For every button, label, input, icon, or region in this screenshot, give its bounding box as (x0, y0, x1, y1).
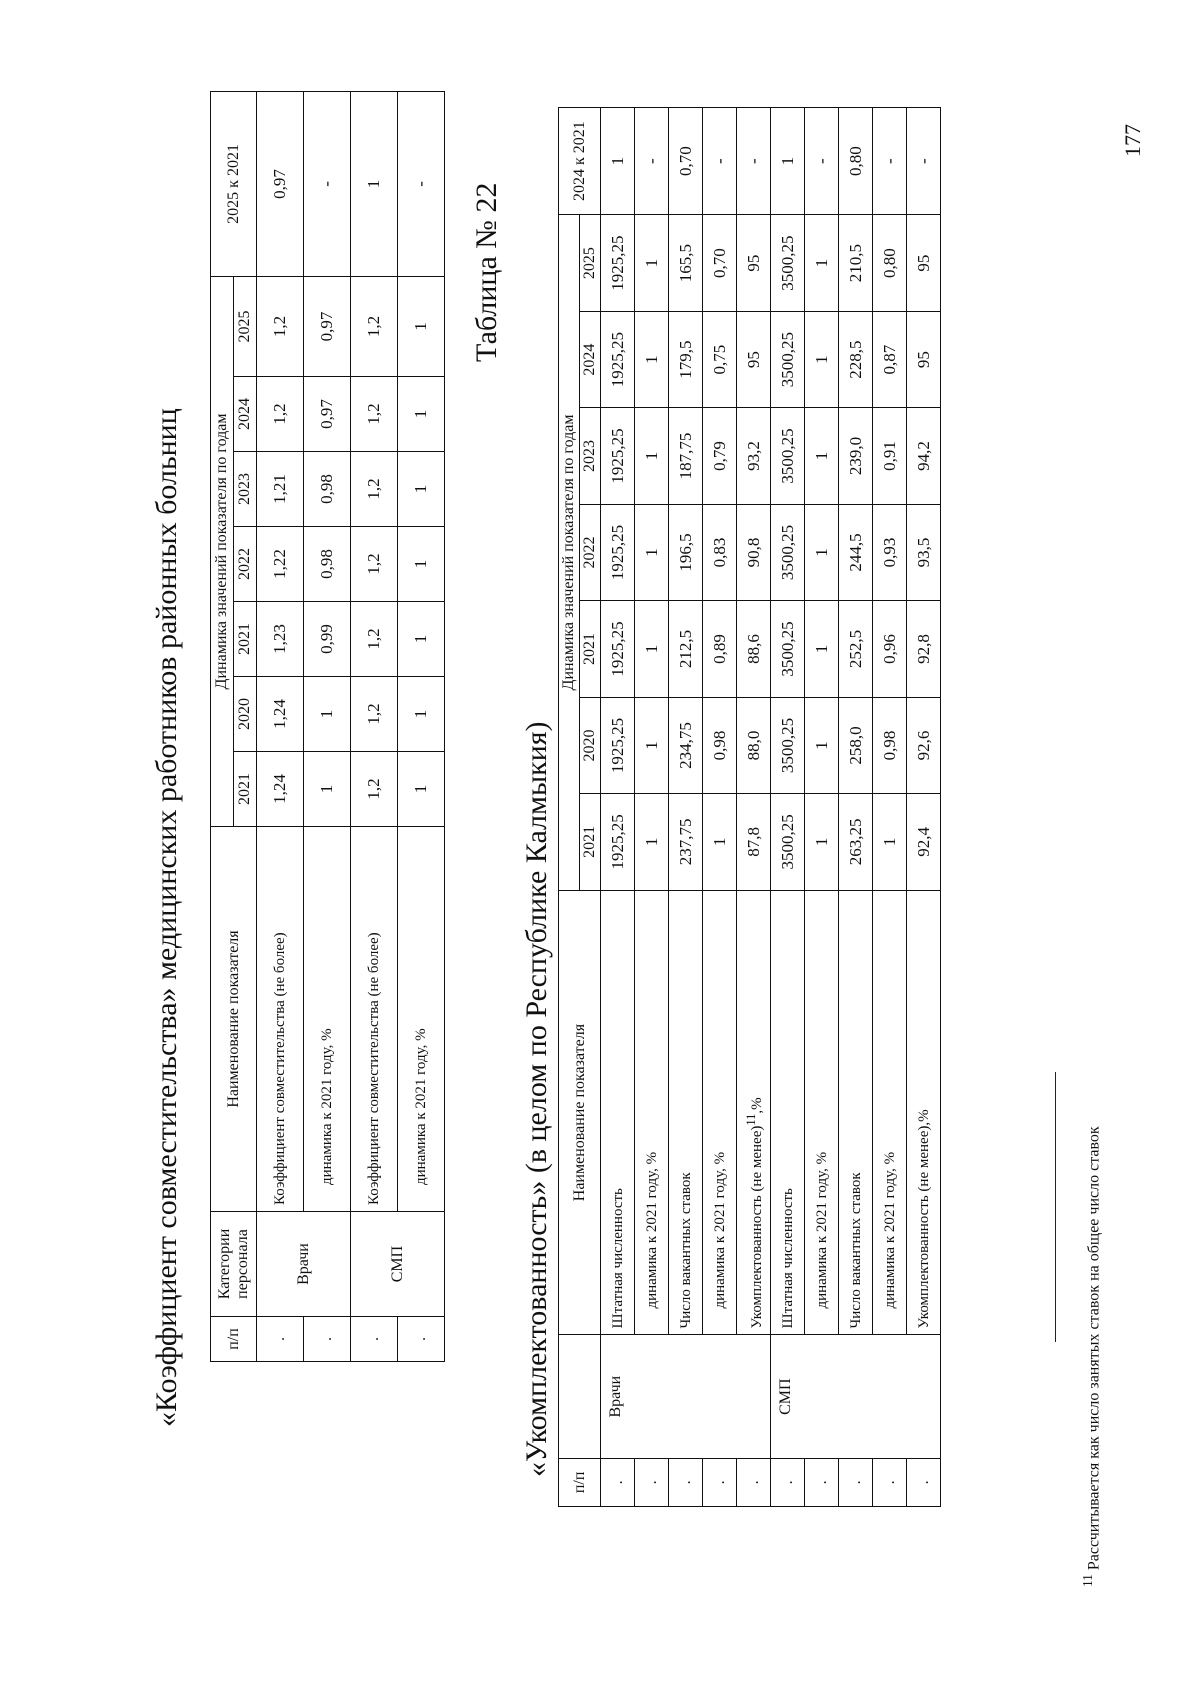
value-cell: 1 (805, 794, 839, 890)
year-header: 2022 (234, 527, 257, 602)
value-cell: 1925,25 (601, 794, 635, 890)
table-row (737, 108, 771, 1507)
value-cell: 1 (805, 408, 839, 504)
value-cell: 1,24 (257, 677, 304, 752)
row-num: . (771, 1458, 805, 1506)
value-cell: 165,5 (669, 215, 703, 312)
value-cell: 95 (737, 215, 771, 312)
value-cell: 92,6 (907, 697, 941, 793)
row-indicator: динамика к 2021 году, % (304, 827, 351, 1212)
value-cell: 93,2 (737, 408, 771, 504)
year-header: 2020 (234, 677, 257, 752)
value-cell: 196,5 (669, 504, 703, 600)
value-cell: 0,97 (304, 276, 351, 376)
compare-cell: 1 (351, 91, 398, 276)
value-cell: 1,2 (351, 677, 398, 752)
row-num: . (635, 1458, 669, 1506)
row-num: . (398, 1317, 445, 1362)
row-category: СМП (351, 1212, 445, 1317)
compare-cell: - (304, 91, 351, 276)
value-cell: 234,75 (669, 697, 703, 793)
row-indicator: Коэффициент совместительства (не более) (351, 827, 398, 1212)
value-cell: 252,5 (839, 601, 873, 697)
row-num: . (805, 1458, 839, 1506)
row-indicator (771, 890, 805, 1335)
row-category: Врачи (257, 1212, 351, 1317)
value-cell: 1,2 (257, 377, 304, 452)
value-cell: 1 (398, 752, 445, 827)
value-cell: 1 (304, 677, 351, 752)
year-header: 2024 (580, 311, 601, 407)
value-cell: 228,5 (839, 311, 873, 407)
header-compare: 2025 к 2021 (211, 91, 257, 276)
compare-cell: 1 (601, 108, 635, 215)
table-row (873, 108, 907, 1507)
value-cell: 3500,25 (771, 311, 805, 407)
indicator-label: динамика к 2021 году, % (813, 1151, 830, 1309)
row-num: . (257, 1317, 304, 1362)
row-indicator (907, 890, 941, 1335)
value-cell: 0,75 (703, 311, 737, 407)
row-indicator (737, 890, 771, 1335)
value-cell: 1,24 (257, 752, 304, 827)
value-cell: 1,2 (351, 527, 398, 602)
year-header: 2021 (234, 752, 257, 827)
header-dynamics: Динамика значений показателя по годам (211, 276, 234, 826)
compare-cell: - (703, 108, 737, 215)
compare-cell: 0,70 (669, 108, 703, 215)
value-cell: 210,5 (839, 215, 873, 312)
value-cell: 1,2 (351, 452, 398, 527)
header-indicator: Наименование показателя (211, 827, 257, 1212)
indicator-suffix: ,% (748, 1097, 765, 1114)
footnote-marker: 11 (1080, 1574, 1095, 1587)
compare-cell: - (805, 108, 839, 215)
value-cell: 1,22 (257, 527, 304, 602)
table-row (398, 91, 445, 1361)
value-cell: 1 (398, 677, 445, 752)
indicator-label: Число вакантных ставок (847, 1172, 864, 1329)
value-cell: 0,89 (703, 601, 737, 697)
row-num: . (351, 1317, 398, 1362)
value-cell: 3500,25 (771, 215, 805, 312)
header-category: Категории персонала (211, 1212, 257, 1317)
value-cell: 0,98 (304, 527, 351, 602)
row-num: . (873, 1458, 907, 1506)
year-header: 2022 (580, 504, 601, 600)
value-cell: 95 (907, 311, 941, 407)
value-cell: 1,23 (257, 602, 304, 677)
value-cell: 0,99 (304, 602, 351, 677)
value-cell: 187,75 (669, 408, 703, 504)
indicator-label: Штатная численность (779, 1188, 796, 1329)
value-cell: 1,2 (351, 752, 398, 827)
footnote-ref: 11 (743, 1113, 758, 1126)
value-cell: 3500,25 (771, 504, 805, 600)
page-number: 177 (1120, 124, 1145, 157)
value-cell: 0,80 (873, 215, 907, 312)
row-category: СМП (771, 1335, 941, 1458)
indicator-label: динамика к 2021 году, % (881, 1151, 898, 1309)
row-category: Врачи (601, 1335, 771, 1458)
value-cell: 95 (737, 311, 771, 407)
compare-cell: - (737, 108, 771, 215)
value-cell: 0,79 (703, 408, 737, 504)
compare-cell: - (398, 91, 445, 276)
row-indicator: динамика к 2021 году, % (398, 827, 445, 1212)
row-indicator (839, 890, 873, 1335)
row-indicator (601, 890, 635, 1335)
year-header: 2021 (580, 601, 601, 697)
footnote-text: Рассчитывается как число занятых ставок на общее число ставок (1085, 1126, 1103, 1571)
value-cell: 0,98 (703, 697, 737, 793)
row-indicator (635, 890, 669, 1335)
value-cell: 1 (635, 601, 669, 697)
row-num: . (737, 1458, 771, 1506)
row-indicator (805, 890, 839, 1335)
table-row (703, 108, 737, 1507)
compare-cell: - (873, 108, 907, 215)
value-cell: 1 (805, 311, 839, 407)
value-cell: 1 (703, 794, 737, 890)
value-cell: 1925,25 (601, 311, 635, 407)
row-num: . (839, 1458, 873, 1506)
table-row (907, 108, 941, 1507)
value-cell: 87,8 (737, 794, 771, 890)
table-row (669, 108, 703, 1507)
value-cell: 0,97 (304, 377, 351, 452)
footnote (1080, 1126, 1103, 1587)
header-num: п/п (211, 1317, 257, 1362)
value-cell: 1 (635, 311, 669, 407)
indicator-label: динамика к 2021 году, % (711, 1151, 728, 1309)
coefficient-table (210, 91, 445, 1362)
value-cell: 212,5 (669, 601, 703, 697)
value-cell: 93,5 (907, 504, 941, 600)
value-cell: 0,98 (304, 452, 351, 527)
value-cell: 3500,25 (771, 601, 805, 697)
value-cell: 0,96 (873, 601, 907, 697)
header-dynamics: Динамика значений показателя по годам (559, 215, 580, 890)
value-cell: 1925,25 (601, 697, 635, 793)
header-num: п/п (559, 1458, 601, 1506)
value-cell: 88,6 (737, 601, 771, 697)
row-num: . (601, 1458, 635, 1506)
value-cell: 3500,25 (771, 697, 805, 793)
year-header: 2023 (580, 408, 601, 504)
value-cell: 1 (635, 794, 669, 890)
value-cell: 1 (398, 276, 445, 376)
value-cell: 0,83 (703, 504, 737, 600)
value-cell: 1 (635, 697, 669, 793)
value-cell: 90,8 (737, 504, 771, 600)
header-indicator: Наименование показателя (559, 890, 601, 1335)
compare-cell: - (635, 108, 669, 215)
value-cell: 1,2 (351, 377, 398, 452)
compare-cell: 0,80 (839, 108, 873, 215)
table-row (635, 108, 669, 1507)
header-compare: 2024 к 2021 (559, 108, 601, 215)
indicator-label: Укомплектованность (не менее),% (915, 1109, 932, 1329)
table-row (304, 91, 351, 1361)
compare-cell: 0,97 (257, 91, 304, 276)
indicator-label: Число вакантных ставок (677, 1172, 694, 1329)
value-cell: 1,2 (351, 276, 398, 376)
row-num: . (669, 1458, 703, 1506)
compare-cell: - (907, 108, 941, 215)
value-cell: 1,2 (351, 602, 398, 677)
value-cell: 1925,25 (601, 601, 635, 697)
value-cell: 1925,25 (601, 504, 635, 600)
value-cell: 1 (398, 527, 445, 602)
row-num: . (703, 1458, 737, 1506)
year-header: 2021 (580, 794, 601, 890)
value-cell: 1 (805, 215, 839, 312)
indicator-label: динамика к 2021 году, % (643, 1151, 660, 1309)
value-cell: 1 (304, 752, 351, 827)
value-cell: 1 (398, 452, 445, 527)
table2-title: «Укомплектованность» (в целом по Республике Калмыкия) (520, 721, 553, 1477)
value-cell: 179,5 (669, 311, 703, 407)
value-cell: 263,25 (839, 794, 873, 890)
row-indicator: Коэффициент совместительства (не более) (257, 827, 304, 1212)
table-row (601, 108, 635, 1507)
row-indicator (669, 890, 703, 1335)
value-cell: 92,8 (907, 601, 941, 697)
value-cell: 95 (907, 215, 941, 312)
row-num: . (304, 1317, 351, 1362)
value-cell: 1 (398, 602, 445, 677)
value-cell: 1,21 (257, 452, 304, 527)
year-header: 2024 (234, 377, 257, 452)
row-indicator (873, 890, 907, 1335)
value-cell: 88,0 (737, 697, 771, 793)
value-cell: 1925,25 (601, 408, 635, 504)
compare-cell: 1 (771, 108, 805, 215)
value-cell: 0,70 (703, 215, 737, 312)
value-cell: 0,87 (873, 311, 907, 407)
value-cell: 237,75 (669, 794, 703, 890)
value-cell: 0,93 (873, 504, 907, 600)
value-cell: 1925,25 (601, 215, 635, 312)
value-cell: 239,0 (839, 408, 873, 504)
footnote-separator (1055, 1072, 1056, 1342)
value-cell: 1 (805, 504, 839, 600)
value-cell: 1 (635, 408, 669, 504)
table-row (839, 108, 873, 1507)
value-cell: 3500,25 (771, 794, 805, 890)
table2-number: Таблица № 22 (470, 182, 503, 362)
value-cell: 0,98 (873, 697, 907, 793)
table-row (351, 91, 398, 1361)
year-header: 2021 (234, 602, 257, 677)
row-indicator (703, 890, 737, 1335)
row-num: . (907, 1458, 941, 1506)
indicator-label: Штатная численность (609, 1188, 626, 1329)
value-cell: 0,91 (873, 408, 907, 504)
staffing-table (558, 107, 941, 1507)
indicator-label: Укомплектованность (не менее) (748, 1125, 765, 1329)
value-cell: 1 (873, 794, 907, 890)
year-header: 2023 (234, 452, 257, 527)
table-row (771, 108, 805, 1507)
value-cell: 1 (635, 504, 669, 600)
value-cell: 3500,25 (771, 408, 805, 504)
value-cell: 1 (635, 215, 669, 312)
value-cell: 94,2 (907, 408, 941, 504)
year-header: 2025 (234, 276, 257, 376)
value-cell: 1 (805, 601, 839, 697)
table-row (257, 91, 304, 1361)
header-category-empty (559, 1335, 601, 1458)
value-cell: 1 (398, 377, 445, 452)
year-header: 2020 (580, 697, 601, 793)
table-row (805, 108, 839, 1507)
table1-title: «Коэффициент совместительства» медицинских работников районных больниц (150, 408, 183, 1427)
value-cell: 244,5 (839, 504, 873, 600)
value-cell: 1,2 (257, 276, 304, 376)
value-cell: 258,0 (839, 697, 873, 793)
value-cell: 1 (805, 697, 839, 793)
year-header: 2025 (580, 215, 601, 312)
value-cell: 92,4 (907, 794, 941, 890)
